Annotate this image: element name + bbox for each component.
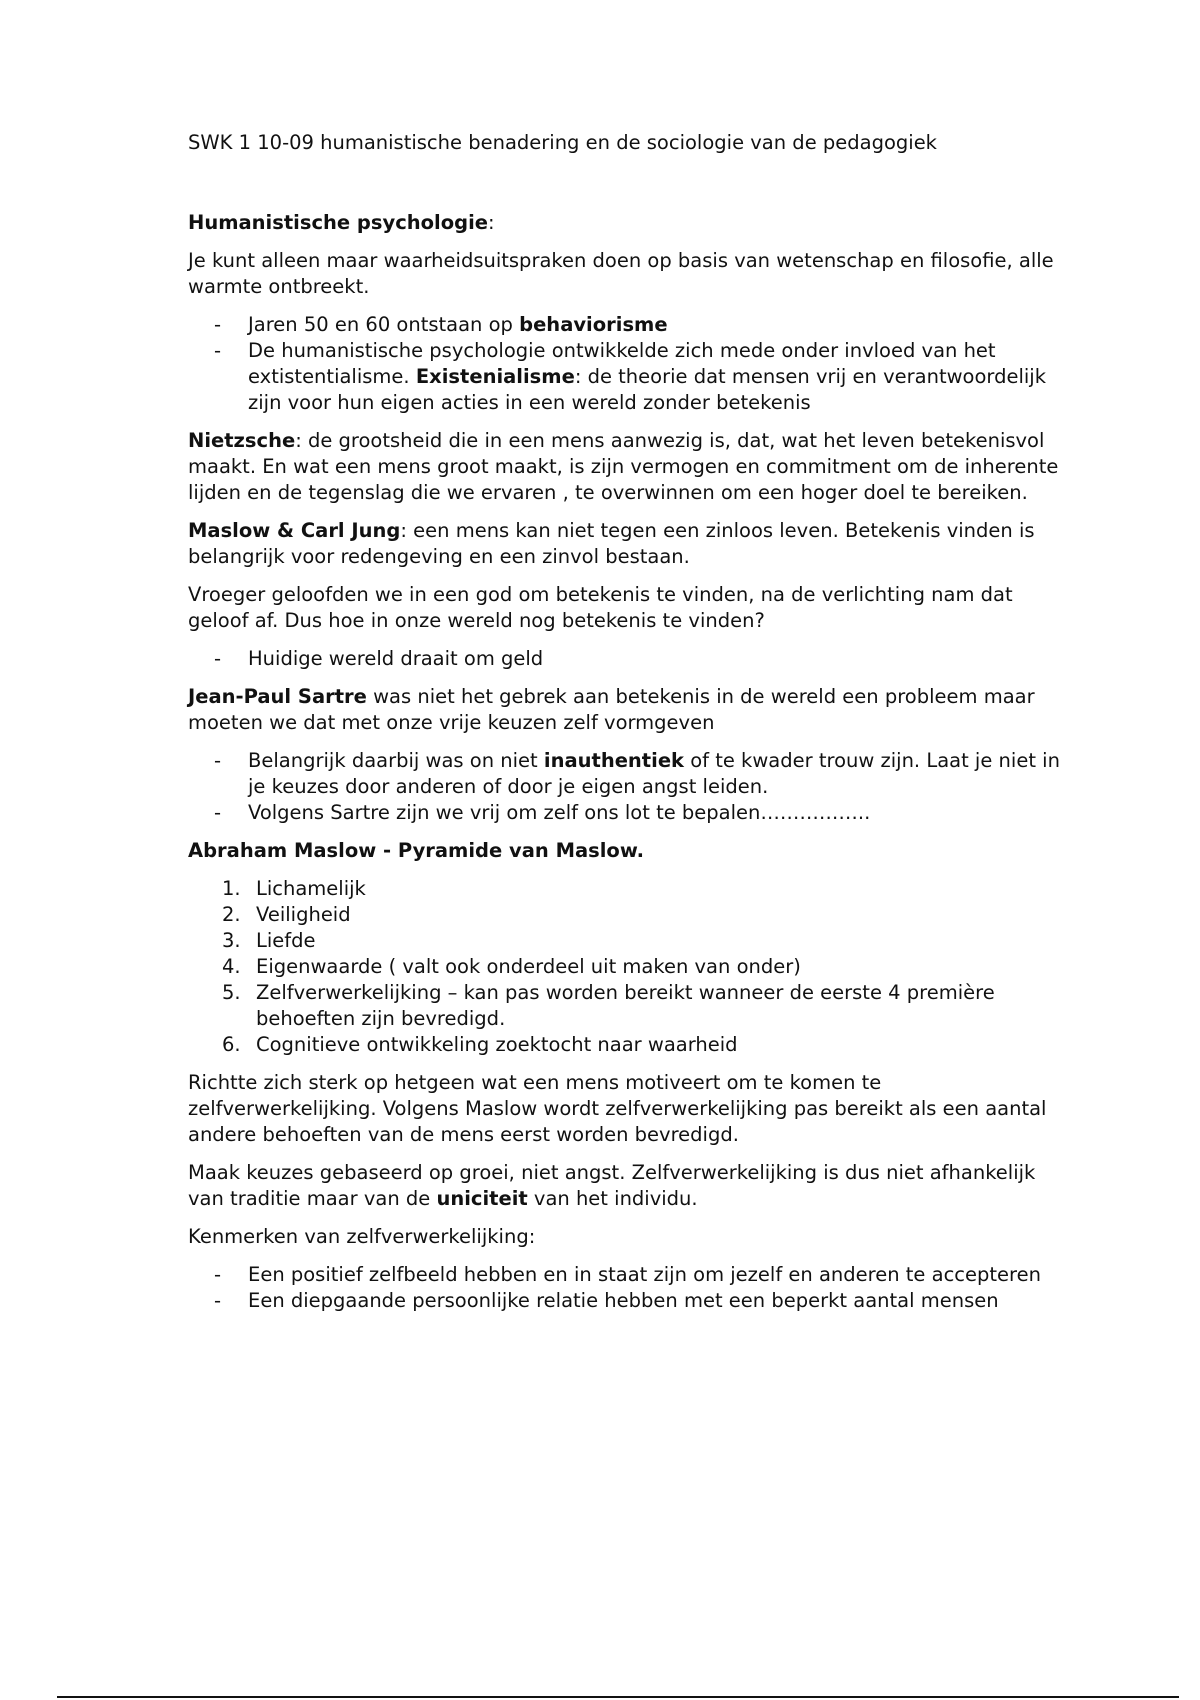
list-item — [188, 748, 1068, 800]
kenmerken-heading: Kenmerken van zelfverwerkelijking: — [188, 1225, 536, 1248]
list-item — [188, 954, 1068, 980]
list-number: 6. — [222, 1033, 241, 1056]
vroeger-bullet-list — [188, 646, 1068, 672]
vroeger-paragraph: Vroeger geloofden we in een god om betekenis te vinden, na de verlichting nam dat geloof af. Dus hoe in onze wereld nog betekenis te vinden? — [188, 583, 1013, 632]
dash-bullet: - — [214, 313, 222, 336]
list-item — [188, 1288, 1068, 1314]
dash-bullet: - — [214, 1289, 222, 1312]
pyramid-heading: Abraham Maslow - Pyramide van Maslow. — [188, 839, 644, 862]
keuzes-text-tail: van het individu. — [527, 1187, 698, 1210]
dash-bullet: - — [214, 647, 222, 670]
intro-paragraph: Je kunt alleen maar waarheidsuitspraken doen op basis van wetenschap en filosofie, alle warmte ontbreekt. — [188, 249, 1054, 298]
sartre-paragraph — [188, 684, 1068, 736]
nietzsche-text: : de grootsheid die in een mens aanwezig is, dat, wat het leven betekenisvol maakt. En wat een mens groot maakt, is zijn vermogen en commitment om de inherente lijden en de tegenslag die we ervaren , te overwinnen om een hoger doel te bereiken. — [188, 429, 1059, 504]
heading-suffix: : — [487, 211, 495, 234]
maslow-jung-paragraph — [188, 518, 1068, 570]
dash-bullet: - — [214, 749, 222, 772]
maslow-jung-label: Maslow & Carl Jung — [188, 519, 401, 542]
list-item-text: Belangrijk daarbij was on niet — [248, 749, 544, 772]
list-number: 4. — [222, 955, 241, 978]
dash-bullet: - — [214, 1263, 222, 1286]
list-item-text: Zelfverwerkelijking – kan pas worden bereikt wanneer de eerste 4 première behoeften zijn bevredigd. — [256, 981, 995, 1030]
keuzes-text: Maak keuzes gebaseerd op groei, niet angst. Zelfverwerkelijking is dus niet afhankelijk van traditie maar van de — [188, 1161, 1036, 1210]
list-item-text: Cognitieve ontwikkeling zoektocht naar waarheid — [256, 1033, 738, 1056]
list-item-text: Jaren 50 en 60 ontstaan op — [248, 313, 520, 336]
section-heading-humanistische-psychologie — [188, 210, 1068, 236]
list-number: 3. — [222, 929, 241, 952]
list-item — [188, 312, 1068, 338]
kenmerken-bullet-list — [188, 1262, 1068, 1314]
sartre-text: was niet het gebrek aan betekenis in de wereld een probleem maar moeten we dat met onze vrije keuzen zelf vormgeven — [188, 685, 1035, 734]
nietzsche-paragraph — [188, 428, 1068, 506]
keuzes-bold: uniciteit — [436, 1187, 528, 1210]
footer-divider — [57, 1696, 1179, 1698]
pyramid-numbered-list — [188, 876, 1068, 1058]
sartre-bullet-list — [188, 748, 1068, 826]
maslow-jung-text: : een mens kan niet tegen een zinloos leven. Betekenis vinden is belangrijk voor redengeving en een zinvol bestaan. — [188, 519, 1035, 568]
humanistic-bullet-list — [188, 312, 1068, 416]
list-item-text: De humanistische psychologie ontwikkelde zich mede onder invloed van het extistentialisme. — [248, 339, 996, 388]
list-item-text: Eigenwaarde ( valt ook onderdeel uit maken van onder) — [256, 955, 801, 978]
list-item-text: Veiligheid — [256, 903, 351, 926]
list-item-text: Een diepgaande persoonlijke relatie hebben met een beperkt aantal mensen — [248, 1289, 999, 1312]
list-item-text-tail: of te kwader trouw zijn. Laat je niet in je keuzes door anderen of door je eigen angst leiden. — [248, 749, 1060, 798]
list-item-text: Lichamelijk — [256, 877, 366, 900]
list-item-bold: inauthentiek — [543, 749, 685, 772]
keuzes-paragraph — [188, 1160, 1068, 1212]
list-item-text-tail: : de theorie dat mensen vrij en verantwoordelijk zijn voor hun eigen acties in een wereld zonder betekenis — [248, 365, 1047, 414]
list-item — [188, 928, 1068, 954]
list-number: 2. — [222, 903, 241, 926]
document-page — [188, 130, 1068, 1326]
list-item — [188, 902, 1068, 928]
list-item-text: Huidige wereld draait om geld — [248, 647, 544, 670]
dash-bullet: - — [214, 339, 222, 362]
list-item-bold: Existenialisme — [415, 365, 575, 388]
list-item — [188, 338, 1068, 416]
list-item — [188, 1032, 1068, 1058]
list-item — [188, 1262, 1068, 1288]
list-number: 5. — [222, 981, 241, 1004]
list-item-text: Een positief zelfbeeld hebben en in staat zijn om jezelf en anderen te accepteren — [248, 1263, 1041, 1286]
list-item-bold: behaviorisme — [519, 313, 668, 336]
richtte-paragraph: Richtte zich sterk op hetgeen wat een mens motiveert om te komen te zelfverwerkelijking. Volgens Maslow wordt zelfverwerkelijking pas bereikt als een aantal andere behoeften van de mens eerst worden bevredigd. — [188, 1071, 1047, 1146]
nietzsche-label: Nietzsche — [188, 429, 296, 452]
list-item-text: Liefde — [256, 929, 316, 952]
heading-bold-text: Humanistische psychologie — [188, 211, 488, 234]
list-item — [188, 646, 1068, 672]
list-item — [188, 980, 1068, 1032]
sartre-label: Jean-Paul Sartre — [188, 685, 367, 708]
list-number: 1. — [222, 877, 241, 900]
dash-bullet: - — [214, 801, 222, 824]
list-item — [188, 800, 1068, 826]
list-item — [188, 876, 1068, 902]
list-item-text: Volgens Sartre zijn we vrij om zelf ons lot te bepalen…………….. — [248, 801, 871, 824]
document-title: SWK 1 10-09 humanistische benadering en de sociologie van de pedagogiek — [188, 131, 937, 154]
